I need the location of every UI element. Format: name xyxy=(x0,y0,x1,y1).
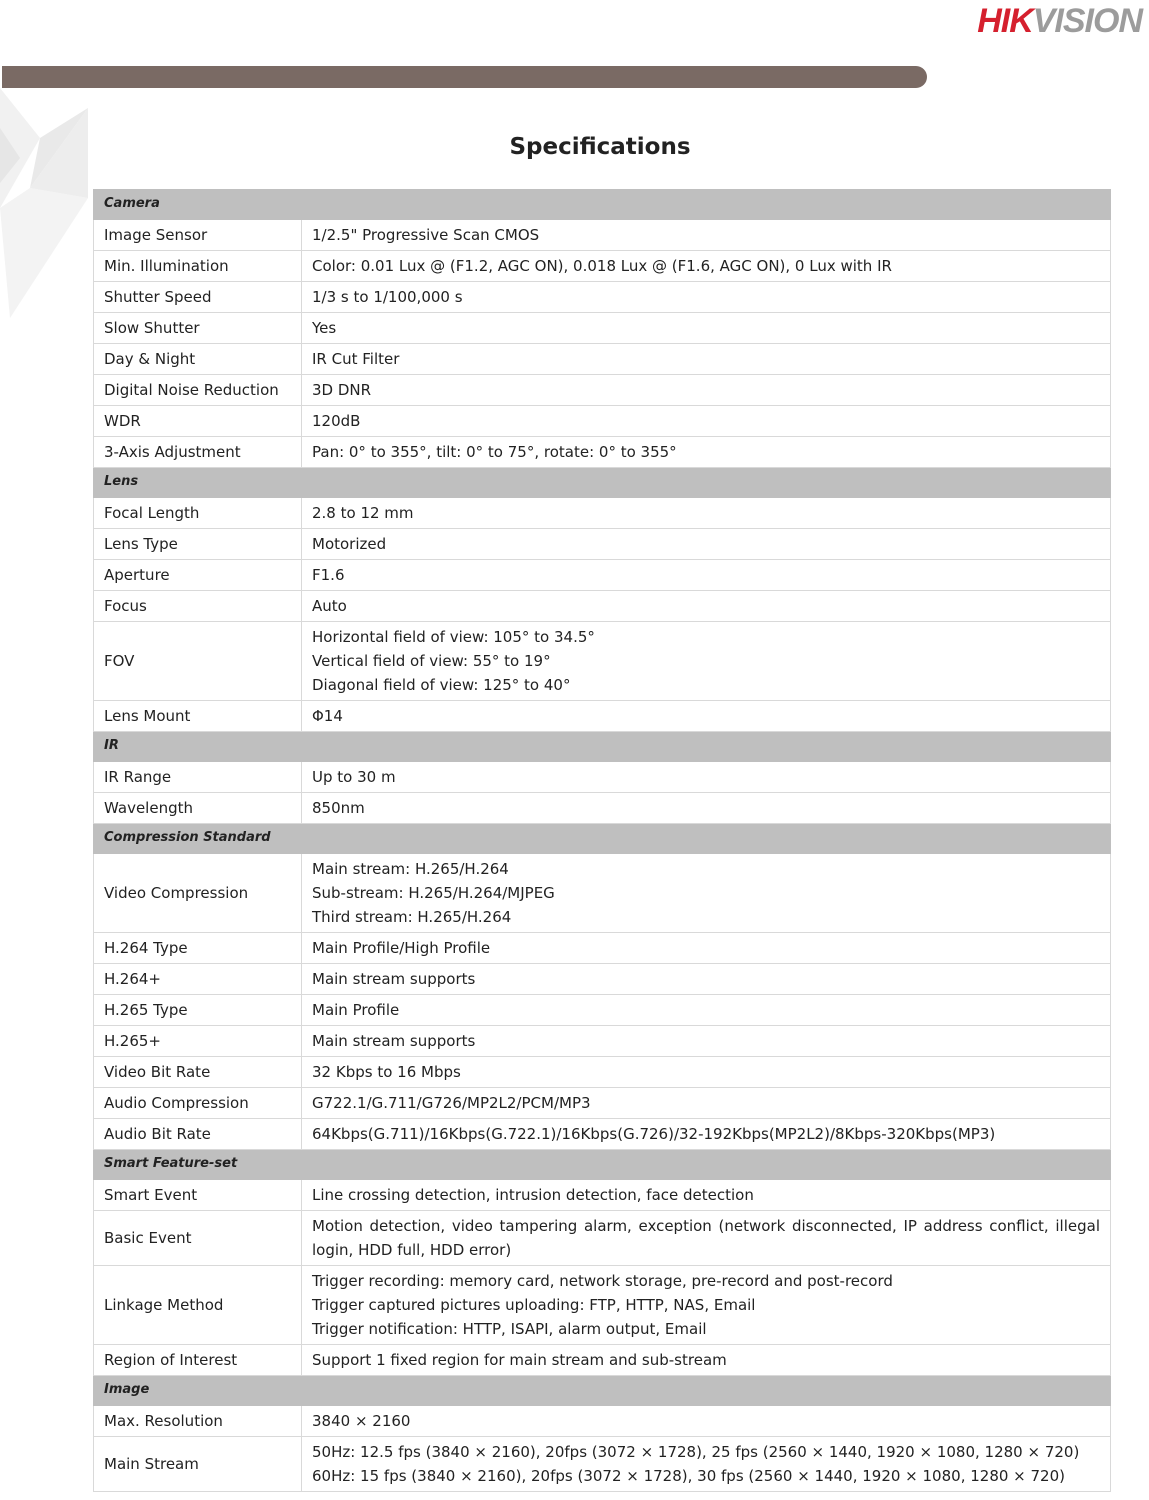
spec-value xyxy=(302,1437,1111,1492)
spec-label: Audio Bit Rate xyxy=(94,1119,302,1150)
spec-value: 1/3 s to 1/100,000 s xyxy=(302,282,1111,313)
spec-label: 3-Axis Adjustment xyxy=(94,437,302,468)
spec-value: Motorized xyxy=(302,529,1111,560)
spec-row xyxy=(94,964,1111,995)
spec-label: H.264+ xyxy=(94,964,302,995)
spec-value: Pan: 0° to 355°, tilt: 0° to 75°, rotate: 0° to 355° xyxy=(302,437,1111,468)
section-header-fill xyxy=(302,1150,1111,1180)
spec-value-line: Main stream: H.265/H.264 xyxy=(312,860,509,878)
spec-label: Day & Night xyxy=(94,344,302,375)
spec-row xyxy=(94,1345,1111,1376)
spec-label: FOV xyxy=(94,622,302,701)
spec-row xyxy=(94,1180,1111,1211)
spec-value: 64Kbps(G.711)/16Kbps(G.722.1)/16Kbps(G.726)/32-192Kbps(MP2L2)/8Kbps-320Kbps(MP3) xyxy=(302,1119,1111,1150)
spec-label: Focus xyxy=(94,591,302,622)
spec-value-line: Sub-stream: H.265/H.264/MJPEG xyxy=(312,884,555,902)
spec-value-line: Third stream: H.265/H.264 xyxy=(312,908,512,926)
spec-row xyxy=(94,344,1111,375)
spec-row xyxy=(94,1406,1111,1437)
spec-value: Auto xyxy=(302,591,1111,622)
spec-value: Main stream supports xyxy=(302,964,1111,995)
spec-label: Basic Event xyxy=(94,1211,302,1266)
spec-value-line: Trigger recording: memory card, network storage, pre-record and post-record xyxy=(312,1272,893,1290)
spec-label: Aperture xyxy=(94,560,302,591)
section-header-fill xyxy=(302,190,1111,220)
section-header xyxy=(94,824,1111,854)
spec-value: Line crossing detection, intrusion detection, face detection xyxy=(302,1180,1111,1211)
section-header xyxy=(94,190,1111,220)
decorative-facets-graphic xyxy=(0,88,95,328)
spec-row xyxy=(94,1057,1111,1088)
spec-value: Up to 30 m xyxy=(302,762,1111,793)
spec-row xyxy=(94,498,1111,529)
section-header-fill xyxy=(302,1376,1111,1406)
spec-value: 3840 × 2160 xyxy=(302,1406,1111,1437)
spec-label: Lens Mount xyxy=(94,701,302,732)
spec-label: WDR xyxy=(94,406,302,437)
spec-row xyxy=(94,529,1111,560)
section-header xyxy=(94,1376,1111,1406)
spec-row xyxy=(94,282,1111,313)
spec-row xyxy=(94,622,1111,701)
section-title: Camera xyxy=(94,190,302,220)
spec-label: H.265 Type xyxy=(94,995,302,1026)
spec-label: H.264 Type xyxy=(94,933,302,964)
spec-label: Video Bit Rate xyxy=(94,1057,302,1088)
spec-row xyxy=(94,793,1111,824)
spec-label: H.265+ xyxy=(94,1026,302,1057)
spec-label: Shutter Speed xyxy=(94,282,302,313)
spec-value: Motion detection, video tampering alarm, exception (network disconnected, IP address conflict, illegal login, HDD full, HDD error) xyxy=(302,1211,1111,1266)
spec-value: 2.8 to 12 mm xyxy=(302,498,1111,529)
section-title: Lens xyxy=(94,468,302,498)
spec-label: Region of Interest xyxy=(94,1345,302,1376)
spec-label: Audio Compression xyxy=(94,1088,302,1119)
spec-value: IR Cut Filter xyxy=(302,344,1111,375)
spec-value-line: Trigger captured pictures uploading: FTP, HTTP, NAS, Email xyxy=(312,1296,756,1314)
spec-value: Φ14 xyxy=(302,701,1111,732)
spec-row xyxy=(94,1026,1111,1057)
spec-value: G722.1/G.711/G726/MP2L2/PCM/MP3 xyxy=(302,1088,1111,1119)
spec-label: Smart Event xyxy=(94,1180,302,1211)
section-header xyxy=(94,732,1111,762)
spec-value-line: Diagonal field of view: 125° to 40° xyxy=(312,676,571,694)
spec-row xyxy=(94,406,1111,437)
spec-row xyxy=(94,1437,1111,1492)
spec-row xyxy=(94,591,1111,622)
page-title: Specifications xyxy=(509,134,691,160)
spec-row xyxy=(94,313,1111,344)
hikvision-logo: HIKVISION xyxy=(977,2,1142,40)
spec-label: Linkage Method xyxy=(94,1266,302,1345)
spec-value xyxy=(302,622,1111,701)
spec-value: Main stream supports xyxy=(302,1026,1111,1057)
spec-label: Image Sensor xyxy=(94,220,302,251)
spec-row xyxy=(94,854,1111,933)
spec-value-line: Vertical field of view: 55° to 19° xyxy=(312,652,551,670)
spec-label: Wavelength xyxy=(94,793,302,824)
spec-value xyxy=(302,854,1111,933)
spec-value-line: 60Hz: 15 fps (3840 × 2160), 20fps (3072 × 1728), 30 fps (2560 × 1440, 1920 × 1080, 1280 × 720) xyxy=(312,1467,1065,1485)
section-header-fill xyxy=(302,732,1111,762)
spec-label: Min. Illumination xyxy=(94,251,302,282)
spec-value: 32 Kbps to 16 Mbps xyxy=(302,1057,1111,1088)
spec-row xyxy=(94,762,1111,793)
spec-value: Main Profile/High Profile xyxy=(302,933,1111,964)
spec-row xyxy=(94,701,1111,732)
spec-value: 1/2.5" Progressive Scan CMOS xyxy=(302,220,1111,251)
spec-row xyxy=(94,995,1111,1026)
header-bar xyxy=(2,66,927,88)
spec-row xyxy=(94,251,1111,282)
spec-label: IR Range xyxy=(94,762,302,793)
spec-value-line: 50Hz: 12.5 fps (3840 × 2160), 20fps (3072 × 1728), 25 fps (2560 × 1440, 1920 × 1080, 1280 × 720) xyxy=(312,1443,1080,1461)
section-title: Smart Feature-set xyxy=(94,1150,302,1180)
section-header xyxy=(94,468,1111,498)
spec-label: Focal Length xyxy=(94,498,302,529)
section-title: Compression Standard xyxy=(94,824,302,854)
section-header xyxy=(94,1150,1111,1180)
specifications-table xyxy=(93,189,1111,1492)
spec-row xyxy=(94,375,1111,406)
spec-label: Digital Noise Reduction xyxy=(94,375,302,406)
spec-row xyxy=(94,437,1111,468)
spec-row xyxy=(94,1119,1111,1150)
spec-value: Color: 0.01 Lux @ (F1.2, AGC ON), 0.018 Lux @ (F1.6, AGC ON), 0 Lux with IR xyxy=(302,251,1111,282)
spec-value: F1.6 xyxy=(302,560,1111,591)
spec-row xyxy=(94,933,1111,964)
spec-value-line: Trigger notification: HTTP, ISAPI, alarm output, Email xyxy=(312,1320,707,1338)
spec-label: Lens Type xyxy=(94,529,302,560)
spec-value: 120dB xyxy=(302,406,1111,437)
spec-value-line: Horizontal field of view: 105° to 34.5° xyxy=(312,628,595,646)
spec-label: Slow Shutter xyxy=(94,313,302,344)
spec-row xyxy=(94,220,1111,251)
section-header-fill xyxy=(302,824,1111,854)
spec-value: Main Profile xyxy=(302,995,1111,1026)
section-header-fill xyxy=(302,468,1111,498)
spec-label: Main Stream xyxy=(94,1437,302,1492)
spec-value: 3D DNR xyxy=(302,375,1111,406)
spec-row xyxy=(94,1211,1111,1266)
spec-row xyxy=(94,1088,1111,1119)
spec-row xyxy=(94,560,1111,591)
spec-value: Yes xyxy=(302,313,1111,344)
spec-label: Max. Resolution xyxy=(94,1406,302,1437)
section-title: IR xyxy=(94,732,302,762)
spec-value xyxy=(302,1266,1111,1345)
spec-value: Support 1 fixed region for main stream and sub-stream xyxy=(302,1345,1111,1376)
section-title: Image xyxy=(94,1376,302,1406)
spec-row xyxy=(94,1266,1111,1345)
spec-value: 850nm xyxy=(302,793,1111,824)
spec-label: Video Compression xyxy=(94,854,302,933)
